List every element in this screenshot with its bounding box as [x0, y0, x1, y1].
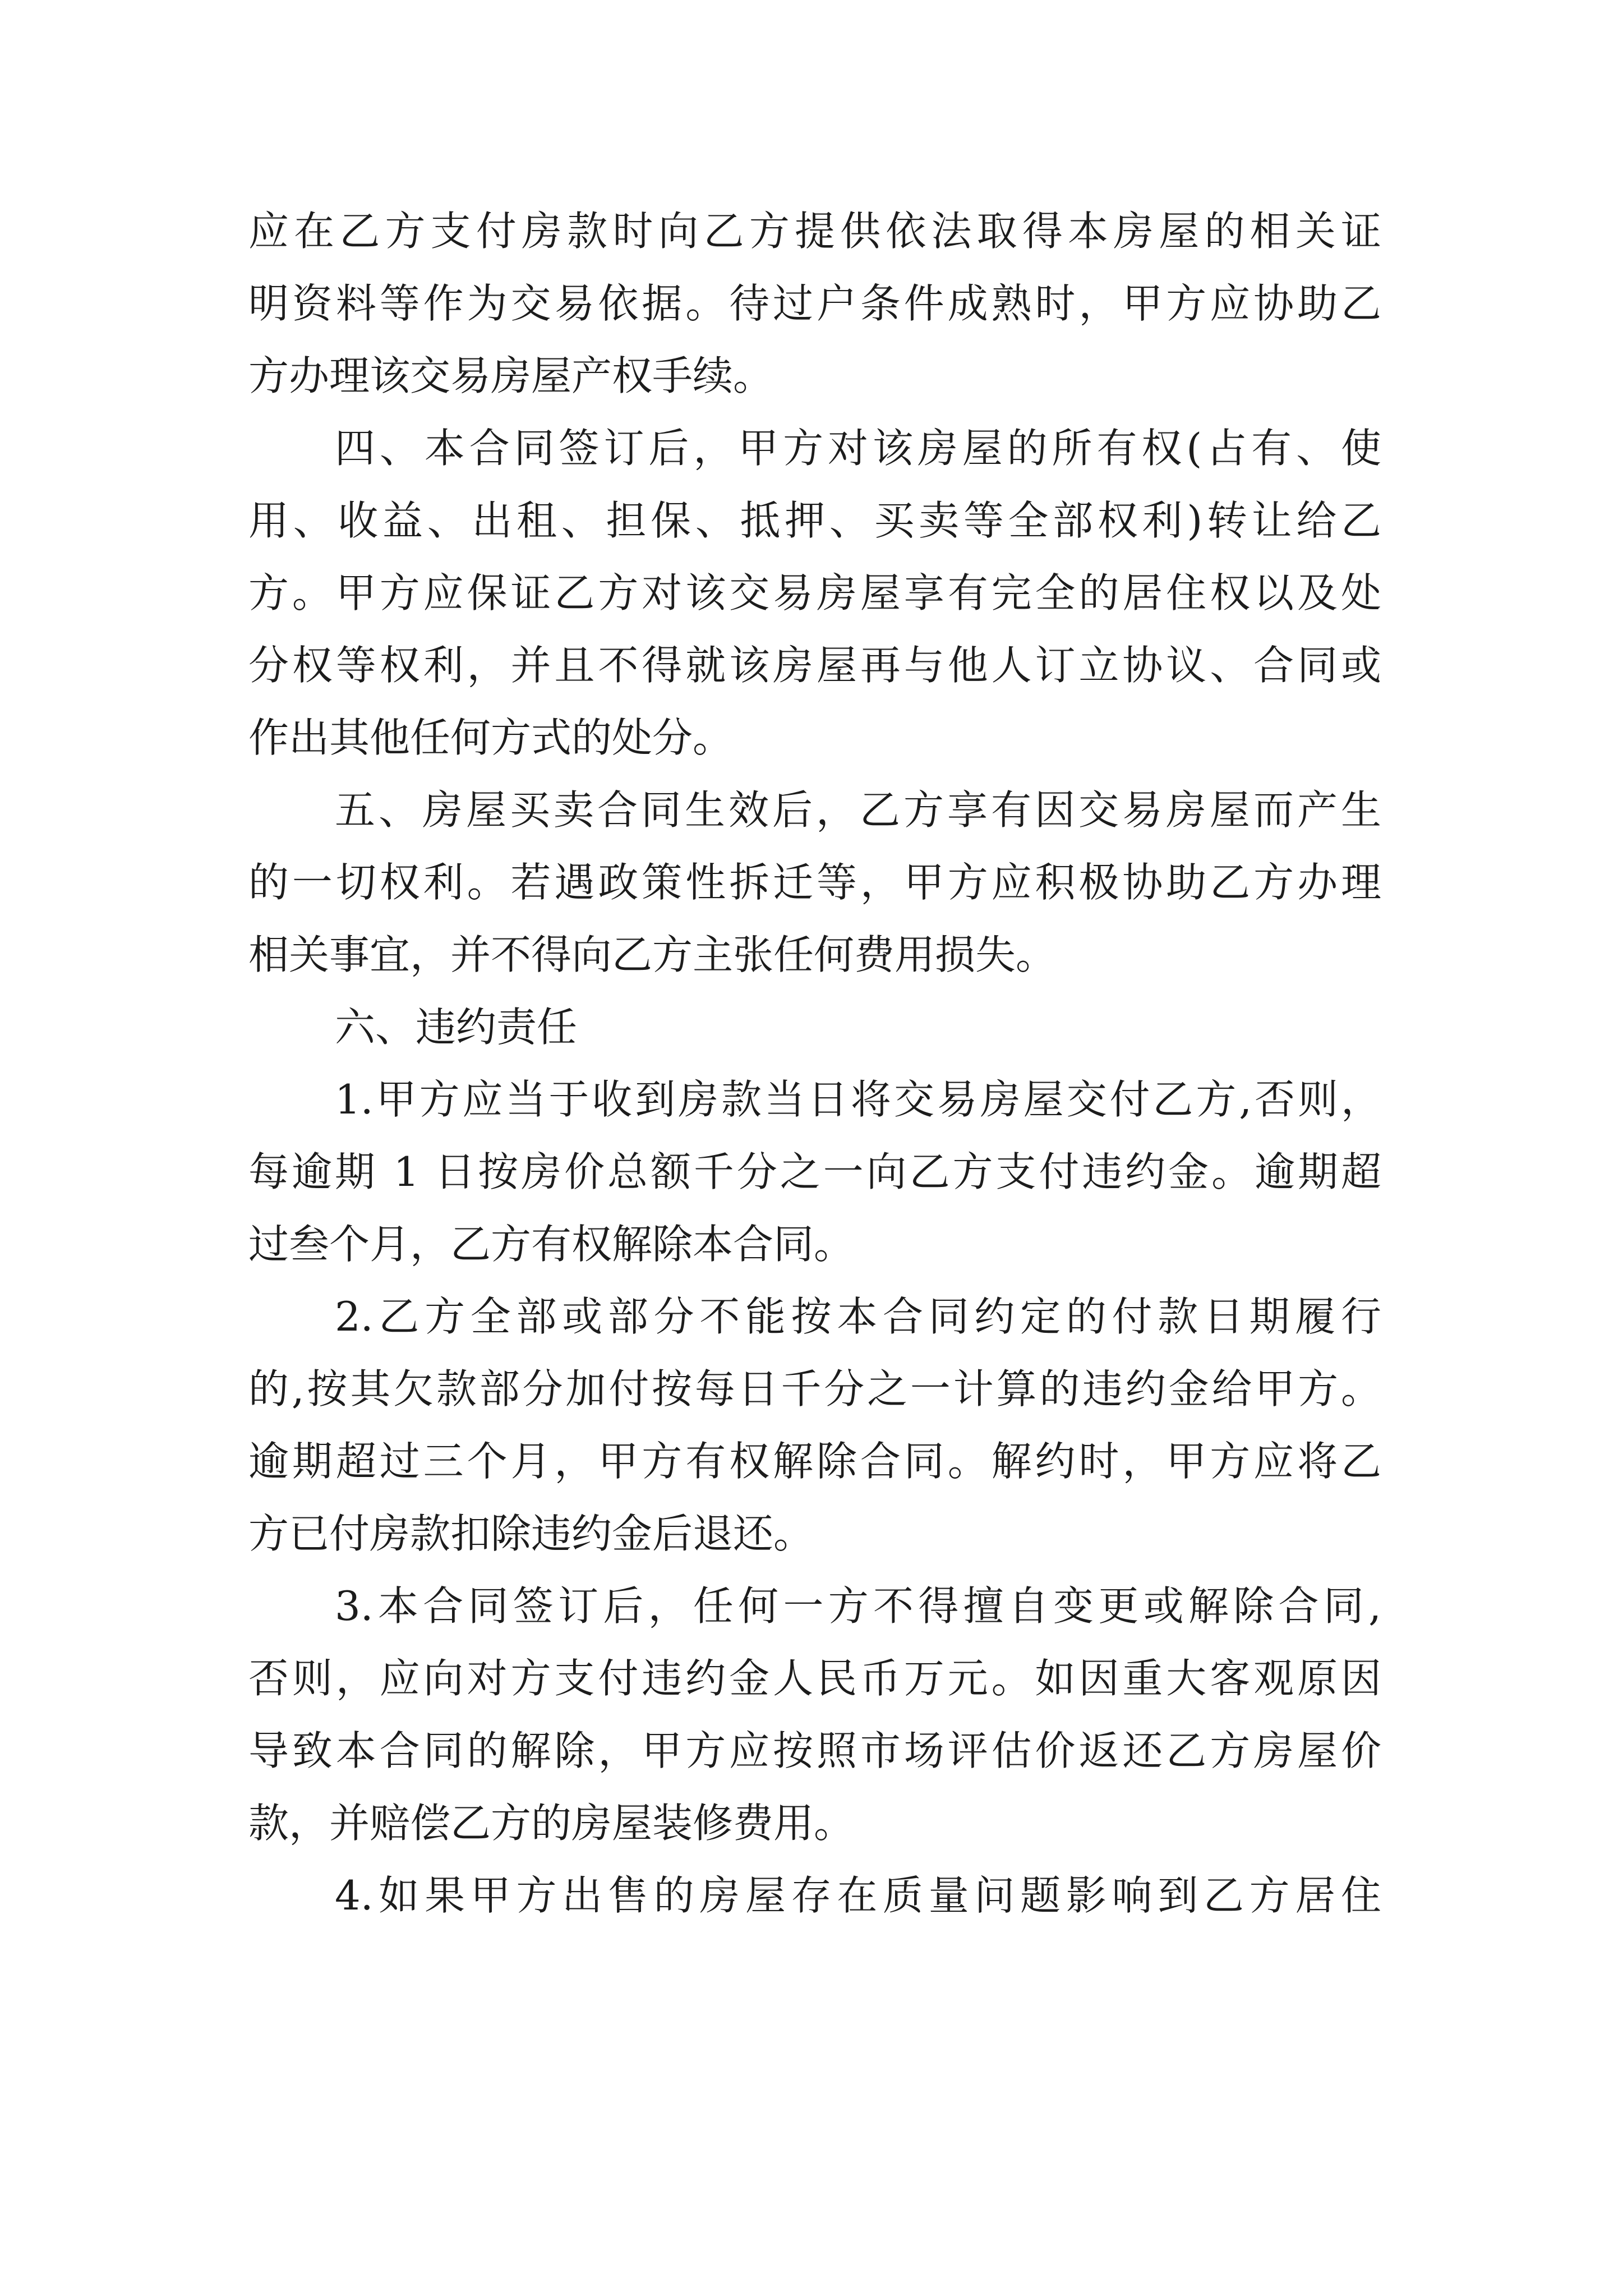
text-line: 明资料等作为交易依据。待过户条件成熟时，甲方应协助乙 — [248, 280, 1381, 327]
text-line: 方办理该交易房屋产权手续。 — [248, 352, 774, 399]
text-line: 否则，应向对方支付违约金人民币万元。如因重大客观原因 — [248, 1655, 1381, 1702]
text-line: 应在乙方支付房款时向乙方提供依法取得本房屋的相关证 — [248, 208, 1381, 255]
contract-body — [248, 195, 1381, 1932]
item-one-start: 1.甲方应当于收到房款当日将交易房屋交付乙方,否则， — [335, 1076, 1381, 1123]
item-two-start: 2.乙方全部或部分不能按本合同约定的付款日期履行 — [335, 1293, 1381, 1340]
text-line: 相关事宜，并不得向乙方主张任何费用损失。 — [248, 931, 1057, 978]
text-line: 用、收益、出租、担保、抵押、买卖等全部权利)转让给乙 — [248, 497, 1381, 544]
text-line: 每逾期 1 日按房价总额千分之一向乙方支付违约金。逾期超 — [248, 1148, 1381, 1195]
text-line: 导致本合同的解除，甲方应按照市场评估价返还乙方房屋价 — [248, 1727, 1381, 1774]
section-heading-breach: 六、违约责任 — [335, 1004, 578, 1051]
text-line: 的一切权利。若遇政策性拆迁等，甲方应积极协助乙方办理 — [248, 859, 1381, 906]
text-line: 分权等权利，并且不得就该房屋再与他人订立协议、合同或 — [248, 642, 1381, 689]
item-four-start: 4.如果甲方出售的房屋存在质量问题影响到乙方居住 — [335, 1872, 1381, 1919]
text-line: 方已付房款扣除违约金后退还。 — [248, 1510, 814, 1557]
text-line: 作出其他任何方式的处分。 — [248, 714, 734, 761]
text-line: 的,按其欠款部分加付按每日千分之一计算的违约金给甲方。 — [248, 1365, 1381, 1412]
clause-four-start: 四、本合同签订后，甲方对该房屋的所有权(占有、使 — [335, 425, 1381, 472]
text-line: 逾期超过三个月，甲方有权解除合同。解约时，甲方应将乙 — [248, 1438, 1381, 1485]
item-three-start: 3.本合同签订后，任何一方不得擅自变更或解除合同, — [335, 1582, 1381, 1630]
text-line: 方。甲方应保证乙方对该交易房屋享有完全的居住权以及处 — [248, 569, 1381, 616]
clause-five-start: 五、房屋买卖合同生效后，乙方享有因交易房屋而产生 — [335, 786, 1381, 834]
text-line: 款，并赔偿乙方的房屋装修费用。 — [248, 1800, 855, 1847]
text-line: 过叁个月，乙方有权解除本合同。 — [248, 1221, 855, 1268]
